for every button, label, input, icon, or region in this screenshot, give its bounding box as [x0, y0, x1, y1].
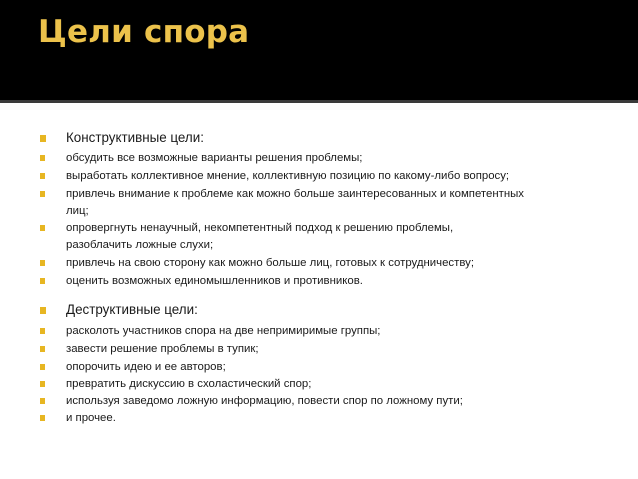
list-item-text: привлечь на свою сторону как можно больше лиц, готовых к сотрудничеству;	[66, 257, 474, 269]
list-item-text: разоблачить ложные слухи;	[66, 239, 214, 251]
list-item-text: завести решение проблемы в тупик;	[66, 343, 259, 355]
list-item-text: опровергнуть ненаучный, некомпетентный подход к решению проблемы,	[66, 222, 454, 234]
square-bullet-icon	[40, 415, 45, 421]
list-item	[66, 393, 606, 410]
square-bullet-icon	[40, 135, 46, 142]
list-item	[66, 273, 606, 290]
list-item	[66, 410, 606, 427]
square-bullet-icon	[40, 173, 45, 179]
square-bullet-icon	[40, 364, 45, 370]
list-item-text: расколоть участников спора на две непримиримые группы;	[66, 325, 381, 337]
square-bullet-icon	[40, 278, 45, 284]
list-item	[66, 255, 606, 272]
list-item-text: опорочить идею и ее авторов;	[66, 361, 226, 373]
list-item	[66, 341, 606, 358]
title-bar	[0, 0, 638, 100]
square-bullet-icon	[40, 346, 45, 352]
square-bullet-icon	[40, 328, 45, 334]
list-item	[66, 323, 606, 340]
list-item-text: оценить возможных единомышленников и противников.	[66, 275, 363, 287]
square-bullet-icon	[40, 398, 45, 404]
constructive-goals-heading	[66, 129, 606, 147]
list-item	[66, 220, 606, 237]
list-item-text: выработать коллективное мнение, коллективную позицию по какому-либо вопросу;	[66, 170, 510, 182]
list-item	[66, 168, 606, 185]
square-bullet-icon	[40, 381, 45, 387]
square-bullet-icon	[40, 307, 46, 314]
destructive-goals-heading	[66, 301, 606, 319]
list-item-text: превратить дискуссию в схоластический спор;	[66, 378, 312, 390]
square-bullet-icon	[40, 260, 45, 266]
square-bullet-icon	[40, 191, 45, 197]
list-item-text: лиц;	[66, 205, 89, 217]
square-bullet-icon	[40, 225, 45, 231]
list-item-continuation	[66, 203, 606, 220]
list-item-text: и прочее.	[66, 412, 116, 424]
list-item-text: привлечь внимание к проблеме как можно больше заинтересованных и компетентных	[66, 188, 524, 200]
list-item	[66, 186, 606, 203]
slide-title: Цели спора	[38, 14, 250, 50]
square-bullet-icon	[40, 155, 45, 161]
title-divider	[0, 100, 638, 103]
list-item-text: используя заведомо ложную информацию, повести спор по ложному пути;	[66, 395, 463, 407]
list-item	[66, 376, 606, 393]
list-item-continuation	[66, 237, 606, 254]
list-item-text: обсудить все возможные варианты решения проблемы;	[66, 152, 363, 164]
list-item	[66, 150, 606, 167]
list-item	[66, 359, 606, 376]
heading-text: Деструктивные цели:	[66, 302, 198, 317]
heading-text: Конструктивные цели:	[66, 130, 204, 145]
